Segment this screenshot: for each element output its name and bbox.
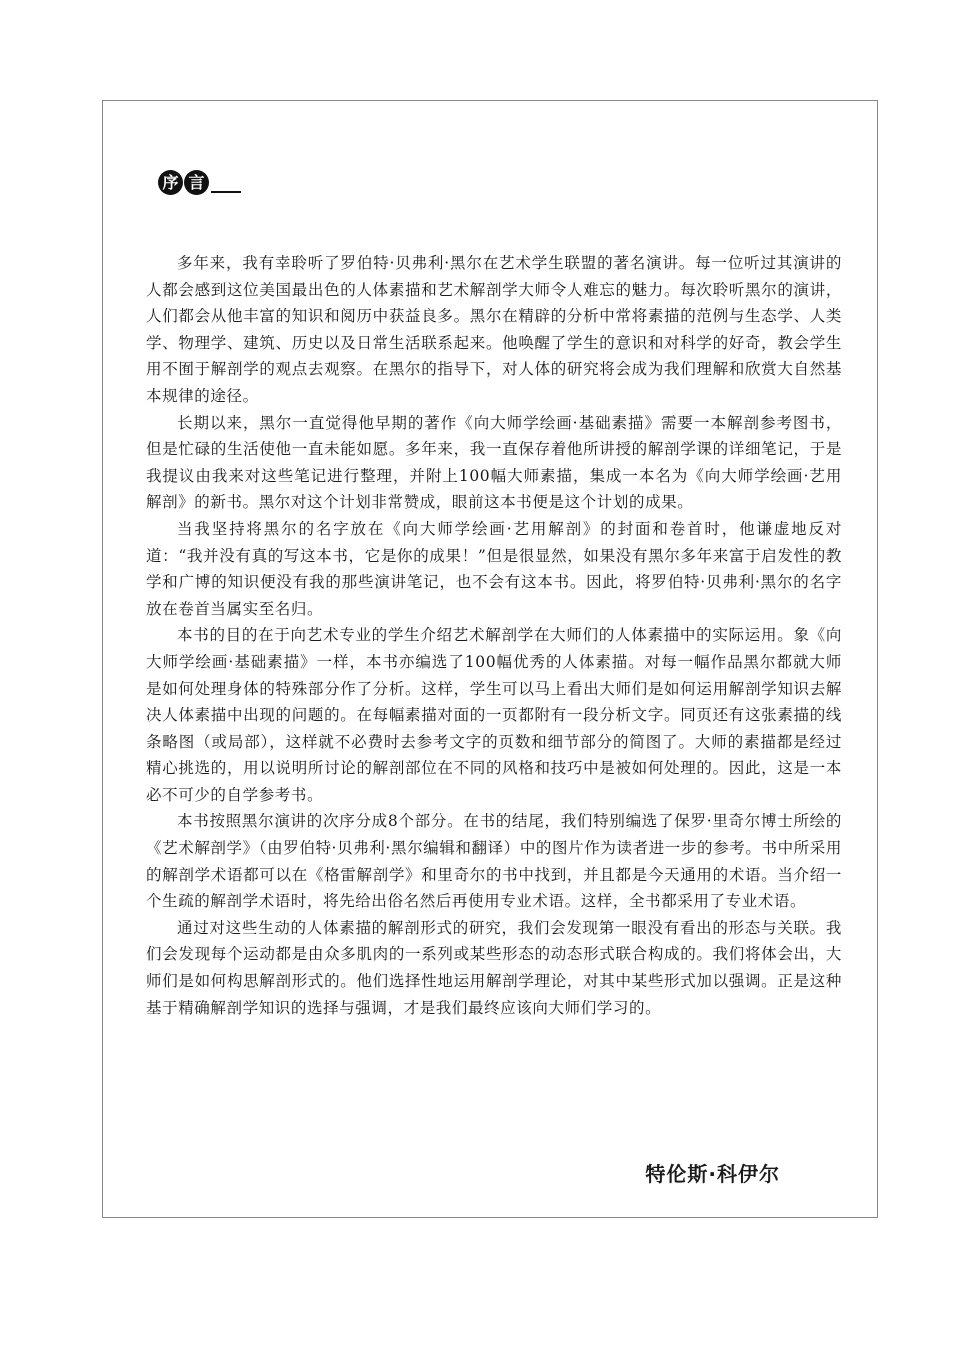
paragraph-5: 本书按照黑尔演讲的次序分成8个部分。在书的结尾，我们特别编选了保罗·里奇尔博士所绘的《艺术解剖学》（由罗伯特·贝弗利·黑尔编辑和翻译）中的图片作为读者进一步的参考。书中所采用的解剖学术语都可以在《格雷解剖学》和里奇尔的书中找到，并且都是今天通用的术语。当介绍一个生疏的解剖学术语时，将先给出俗名然后再使用专业术语。这样，全书都采用了专业术语。 xyxy=(146,812,842,911)
heading-badge xyxy=(158,170,209,195)
heading-underline xyxy=(211,191,241,193)
heading-char-1: 序 xyxy=(158,170,183,195)
paragraph-1: 多年来，我有幸聆听了罗伯特·贝弗利·黑尔在艺术学生联盟的著名演讲。每一位听过其演讲的人都会感到这位美国最出色的人体素描和艺术解剖学大师令人难忘的魅力。每次聆听黑尔的演讲，人们都会从他丰富的知识和阅历中获益良多。黑尔在精辟的分析中常将素描的范例与生态学、人类学、物理学、建筑、历史以及日常生活联系起来。他唤醒了学生的意识和对科学的好奇，教会学生用不囿于解剖学的观点去观察。在黑尔的指导下，对人体的研究将会成为我们理解和欣赏大自然基本规律的途径。 xyxy=(146,254,842,405)
author-signature: 特伦斯·科伊尔 xyxy=(645,1162,780,1186)
paragraph-6: 通过对这些生动的人体素描的解剖形式的研究，我们会发现第一眼没有看出的形态与关联。我们会发现每个运动都是由众多肌肉的一系列或某些形态的动态形式联合构成的。我们将体会出，大师们是如何构思解剖形式的。他们选择性地运用解剖学理论，对其中某些形式加以强调。正是这种基于精确解剖学知识的选择与强调，才是我们最终应该向大师们学习的。 xyxy=(146,918,842,1017)
paragraph-2: 长期以来，黑尔一直觉得他早期的著作《向大师学绘画·基础素描》需要一本解剖参考图书，但是忙碌的生活使他一直未能如愿。多年来，我一直保存着他所讲授的解剖学课的详细笔记，于是我提议由我来对这些笔记进行整理，并附上100幅大师素描，集成一本名为《向大师学绘画·艺用解剖》的新书。黑尔对这个计划非常赞成，眼前这本书便是这个计划的成果。 xyxy=(146,413,842,512)
section-heading xyxy=(158,170,241,195)
preface-body xyxy=(146,250,842,1021)
paragraph-3: 当我坚持将黑尔的名字放在《向大师学绘画·艺用解剖》的封面和卷首时，他谦虚地反对道：“我并没有真的写这本书，它是你的成果！”但是很显然，如果没有黑尔多年来富于启发性的教学和广博的知识便没有我的那些演讲笔记，也不会有这本书。因此，将罗伯特·贝弗利·黑尔的名字放在卷首当属实至名归。 xyxy=(146,519,842,618)
heading-char-2: 言 xyxy=(184,170,209,195)
paragraph-4: 本书的目的在于向艺术专业的学生介绍艺术解剖学在大师们的人体素描中的实际运用。象《向大师学绘画·基础素描》一样，本书亦编选了100幅优秀的人体素描。对每一幅作品黑尔都就大师是如何处理身体的特殊部分作了分析。这样，学生可以马上看出大师们是如何运用解剖学知识去解决人体素描中出现的问题的。在每幅素描对面的一页都附有一段分析文字。同页还有这张素描的线条略图（或局部），这样就不必费时去参考文字的页数和细节部分的简图了。大师的素描都是经过精心挑选的，用以说明所讨论的解剖部位在不同的风格和技巧中是被如何处理的。因此，这是一本必不可少的自学参考书。 xyxy=(146,626,842,804)
